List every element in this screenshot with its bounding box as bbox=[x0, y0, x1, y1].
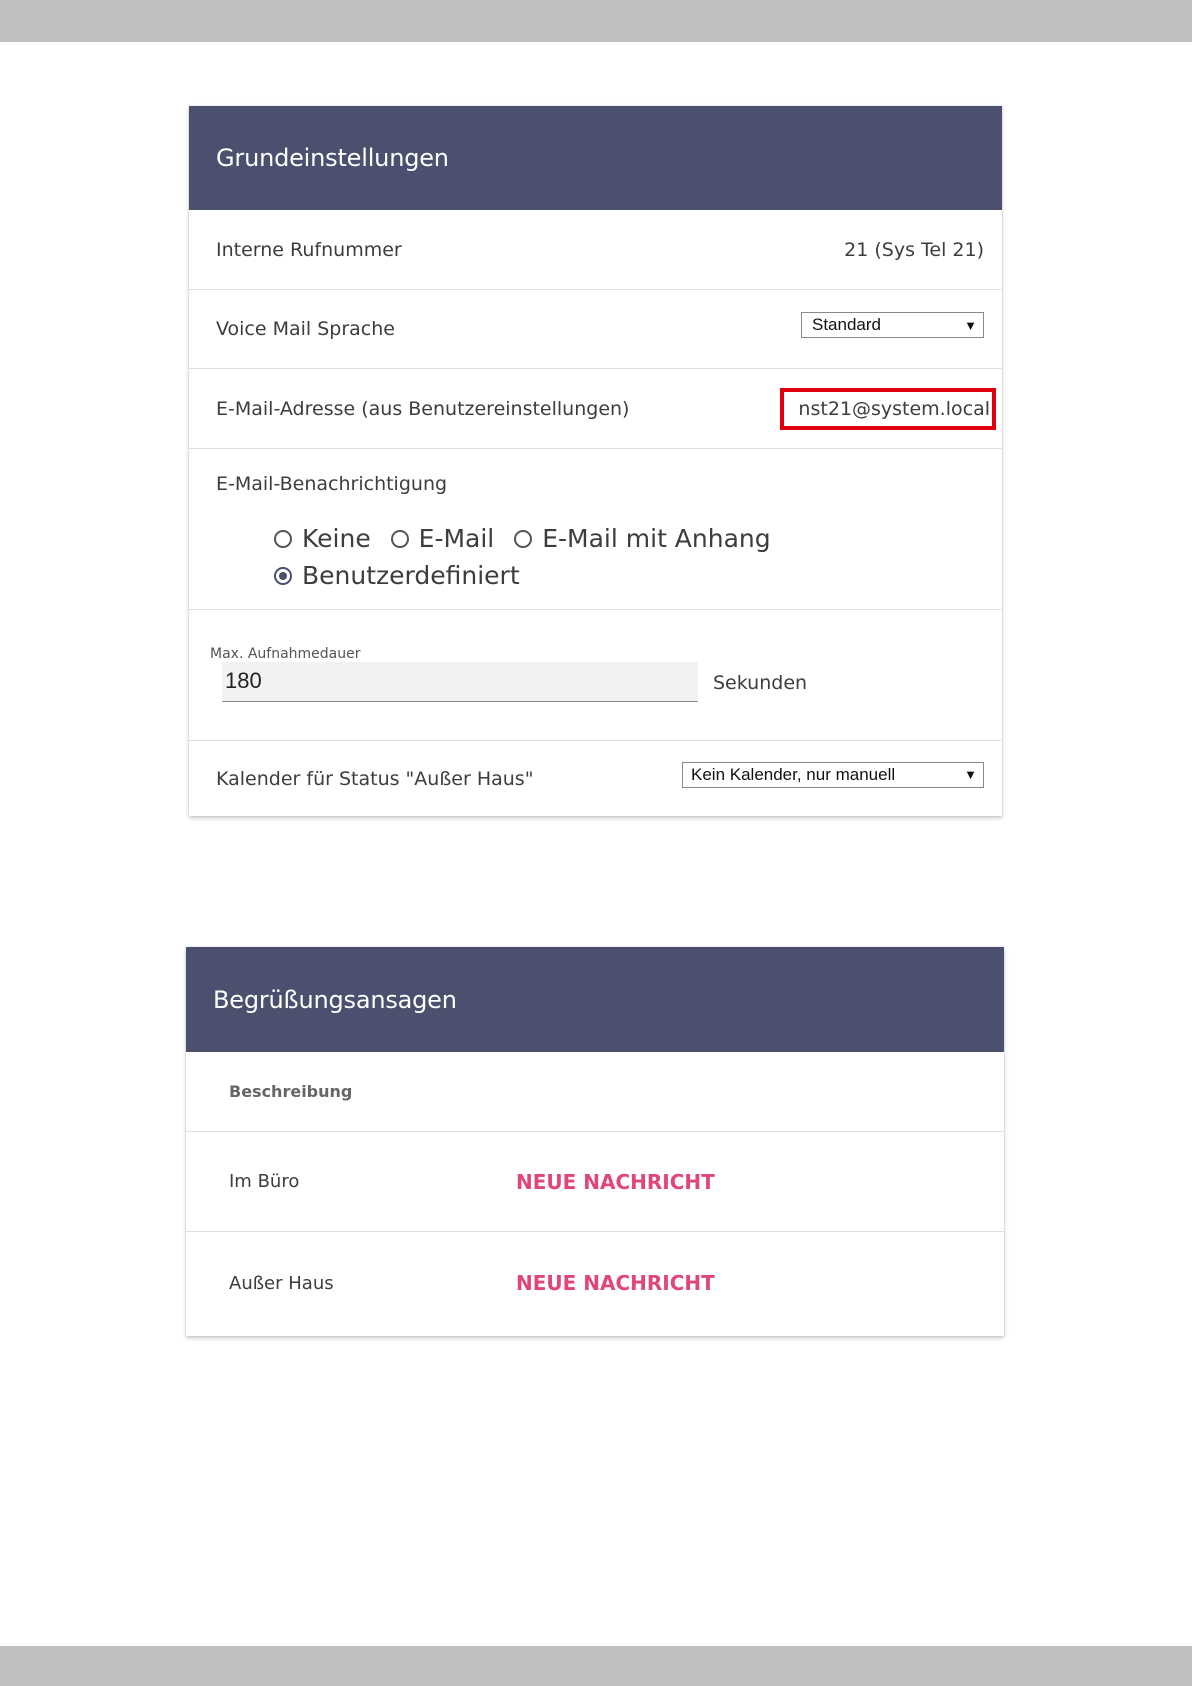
kalender-selected: Kein Kalender, nur manuell bbox=[691, 764, 896, 784]
radio-unchecked-icon bbox=[391, 530, 409, 548]
radio-email-label: E-Mail bbox=[418, 524, 495, 553]
voice-mail-sprache-selected: Standard bbox=[812, 315, 881, 334]
radio-keine[interactable] bbox=[274, 521, 371, 557]
radio-unchecked-icon bbox=[514, 530, 532, 548]
top-frame-bar bbox=[0, 0, 1192, 42]
aufnahmedauer-row bbox=[189, 610, 1002, 741]
email-benachrichtigung-row bbox=[189, 449, 1002, 610]
kalender-row bbox=[189, 741, 1002, 816]
kalender-label: Kalender für Status "Außer Haus" bbox=[216, 767, 534, 790]
row-description: Außer Haus bbox=[229, 1272, 334, 1294]
neue-nachricht-button[interactable]: NEUE NACHRICHT bbox=[516, 1271, 715, 1295]
row-description: Im Büro bbox=[229, 1171, 300, 1192]
radio-email[interactable] bbox=[391, 521, 495, 557]
table-header-beschreibung: Beschreibung bbox=[186, 1052, 1004, 1132]
email-adresse-label: E-Mail-Adresse (aus Benutzereinstellungen) bbox=[216, 397, 630, 420]
radio-benutzerdefiniert-label: Benutzerdefiniert bbox=[302, 561, 520, 590]
interne-rufnummer-label: Interne Rufnummer bbox=[216, 238, 402, 261]
bottom-frame-bar bbox=[0, 1646, 1192, 1686]
aufnahmedauer-unit: Sekunden bbox=[713, 672, 808, 694]
benachrichtigung-radio-group bbox=[274, 521, 834, 595]
voice-mail-sprache-label: Voice Mail Sprache bbox=[216, 318, 395, 340]
radio-email-mit-anhang[interactable] bbox=[514, 521, 770, 557]
grundeinstellungen-card bbox=[189, 106, 1002, 816]
email-benachrichtigung-label: E-Mail-Benachrichtigung bbox=[216, 473, 448, 495]
interne-rufnummer-value: 21 (Sys Tel 21) bbox=[844, 238, 984, 261]
kalender-select[interactable] bbox=[682, 762, 984, 788]
neue-nachricht-button[interactable]: NEUE NACHRICHT bbox=[516, 1169, 715, 1194]
radio-benutzerdefiniert[interactable] bbox=[274, 558, 520, 594]
radio-checked-icon bbox=[274, 567, 292, 585]
aufnahmedauer-label: Max. Aufnahmedauer bbox=[210, 646, 361, 662]
begruessungsansagen-title: Begrüßungsansagen bbox=[186, 947, 1004, 1052]
aufnahmedauer-input[interactable]: 180 bbox=[222, 662, 698, 702]
grundeinstellungen-title: Grundeinstellungen bbox=[189, 106, 1002, 210]
table-row bbox=[186, 1232, 1004, 1334]
interne-rufnummer-row bbox=[189, 210, 1002, 290]
radio-email-mit-anhang-label: E-Mail mit Anhang bbox=[542, 524, 771, 553]
voice-mail-sprache-select[interactable] bbox=[801, 312, 984, 338]
table-row bbox=[186, 1132, 1004, 1232]
email-adresse-value: nst21@system.local bbox=[780, 388, 996, 430]
radio-keine-label: Keine bbox=[302, 524, 371, 553]
dropdown-arrow-icon: ▼ bbox=[964, 767, 977, 782]
email-adresse-row bbox=[189, 369, 1002, 449]
begruessungsansagen-card bbox=[186, 947, 1004, 1336]
dropdown-arrow-icon: ▼ bbox=[964, 317, 977, 333]
voice-mail-sprache-row bbox=[189, 290, 1002, 369]
radio-unchecked-icon bbox=[274, 530, 292, 548]
